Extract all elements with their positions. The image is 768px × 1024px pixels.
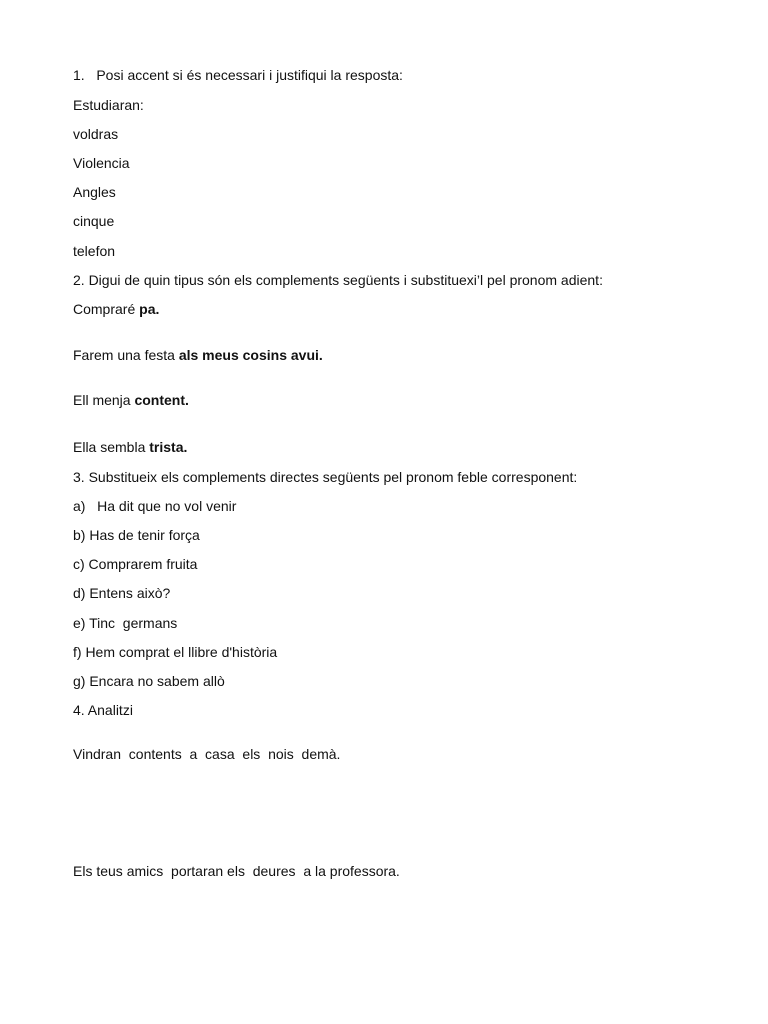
- q3-item: d) Entens això?: [73, 585, 171, 601]
- q2-item-text: Farem una festa: [73, 347, 179, 363]
- question-1-heading: 1. Posi accent si és necessari i justifiqui la resposta:: [73, 67, 403, 83]
- q2-item-text: Compraré: [73, 301, 140, 317]
- q2-item-text: Ella sembla: [73, 439, 150, 455]
- question-3-heading: 3. Substitueix els complements directes següents pel pronom feble corresponent:: [73, 469, 578, 485]
- q3-item: a) Ha dit que no vol venir: [73, 498, 237, 514]
- q1-word: telefon: [73, 243, 116, 259]
- q1-word: voldras: [73, 126, 119, 142]
- q2-item-text: Ell menja: [73, 392, 135, 408]
- question-4-heading: 4. Analitzi: [73, 702, 133, 718]
- q1-word: Angles: [73, 184, 116, 200]
- q2-item-complement: pa.: [139, 301, 160, 317]
- q2-item: [73, 300, 159, 318]
- q2-item-complement: trista.: [149, 439, 188, 455]
- q2-item: [73, 391, 189, 409]
- q3-item: f) Hem comprat el llibre d'història: [73, 644, 278, 660]
- q3-item: b) Has de tenir força: [73, 527, 200, 543]
- q3-item: c) Comprarem fruita: [73, 556, 198, 572]
- q2-item-complement: als meus cosins avui.: [178, 347, 323, 363]
- q2-item: [73, 438, 187, 456]
- q4-sentence: Vindran contents a casa els nois demà.: [73, 746, 341, 762]
- q3-item: g) Encara no sabem allò: [73, 673, 225, 689]
- q3-item: e) Tinc germans: [73, 615, 178, 631]
- q1-word: cinque: [73, 213, 115, 229]
- q1-word: Violencia: [73, 155, 130, 171]
- q4-sentence: Els teus amics portaran els deures a la professora.: [73, 863, 400, 879]
- q2-item-complement: content.: [134, 392, 189, 408]
- q1-word: Estudiaran:: [73, 97, 144, 113]
- q2-item: [73, 346, 323, 364]
- question-2-heading: 2. Digui de quin tipus són els complements següents i substituexi’l pel pronom adient:: [73, 272, 603, 288]
